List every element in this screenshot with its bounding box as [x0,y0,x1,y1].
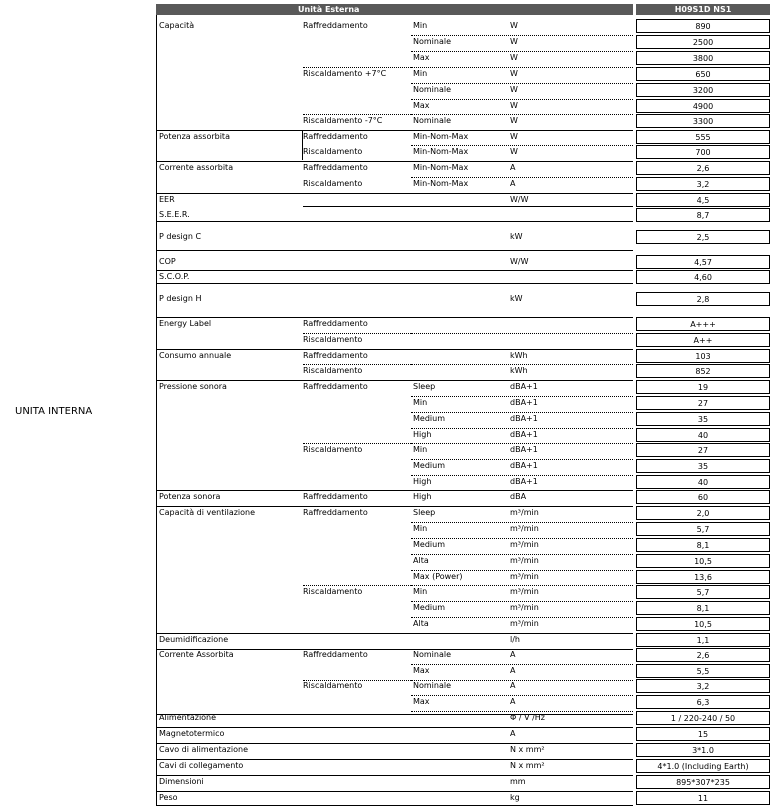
row-40-m: Nominale [413,681,452,690]
group-separator [156,221,633,222]
row-26-value: 35 [697,462,709,471]
sub-divider [303,585,411,586]
row-21-c: Raffreddamento [303,382,368,391]
group-separator [156,759,633,760]
row-37-p: Deumidificazione [159,635,229,644]
row-32-u: m³/min [510,556,539,565]
row-10-m: Min-Nom-Max [413,179,469,188]
row-19-u: kWh [510,351,528,360]
row-divider [411,83,633,84]
row-28-u: dBA [510,492,527,501]
row-2-u: W [510,53,518,62]
row-28-p: Potenza sonora [159,492,221,501]
row-18-value: A++ [693,336,713,345]
row-17-c: Raffreddamento [303,319,368,328]
row-41-value: 6,3 [696,698,710,707]
row-33-m: Max (Power) [413,572,463,581]
row-22-value: 27 [697,399,709,408]
row-40-value: 3,2 [696,682,710,691]
row-24-u: dBA+1 [510,430,538,439]
group-separator [156,791,633,792]
row-8-u: W [510,147,518,156]
row-8-c: Riscaldamento [303,147,363,156]
group-separator [156,193,633,194]
row-42-u: Φ / V /Hz [510,713,546,722]
row-3-m: Min [413,69,428,78]
row-23-u: dBA+1 [510,414,538,423]
row-24-m: High [413,430,432,439]
row-38-u: A [510,650,516,659]
row-21-p: Pressione sonora [159,382,227,391]
row-divider [411,443,633,444]
row-39-value: 5,5 [696,667,710,676]
row-12-p: S.E.E.R. [159,210,190,219]
group-separator [156,270,633,271]
row-36-m: Alta [413,619,429,628]
row-9-c: Raffreddamento [303,163,368,172]
row-31-value: 8,1 [696,541,710,550]
sub-divider [303,443,411,444]
row-45-u: N x mm² [510,761,545,770]
group-separator [156,775,633,776]
row-34-m: Min [413,587,428,596]
row-29-c: Raffreddamento [303,508,368,517]
row-1-m: Nominale [413,37,452,46]
group-separator [156,490,633,491]
row-14-u: W/W [510,257,529,266]
row-divider [411,177,633,178]
row-19-c: Raffreddamento [303,351,368,360]
row-6-m: Nominale [413,116,452,125]
row-4-m: Nominale [413,85,452,94]
group-separator [156,805,633,806]
group-separator [156,506,633,507]
row-divider [411,396,633,397]
row-divider [411,428,633,429]
row-26-m: Medium [413,461,445,470]
row-16-p: P design H [159,294,202,303]
row-31-m: Medium [413,540,445,549]
sub-divider [303,333,411,334]
section-label: UNITA INTERNA [15,406,93,417]
row-2-value: 3800 [692,54,714,63]
group-separator [156,283,633,284]
row-27-value: 40 [697,478,709,487]
row-0-p: Capacità [159,21,195,30]
row-14-value: 4,57 [694,258,712,267]
row-10-value: 3,2 [696,180,710,189]
row-43-u: A [510,729,516,738]
row-18-c: Riscaldamento [303,335,363,344]
row-13-u: kW [510,232,523,241]
row-21-value: 19 [697,383,709,392]
row-10-c: Riscaldamento [303,179,363,188]
row-32-value: 10,5 [694,557,712,566]
row-19-value: 103 [695,352,711,361]
row-17-value: A+++ [690,320,716,329]
row-21-m: Sleep [413,382,436,391]
row-44-value: 3*1.0 [692,746,714,755]
row-7-value: 555 [695,133,711,142]
row-40-u: A [510,681,516,690]
row-divider [411,475,633,476]
row-43-value: 15 [697,730,709,739]
row-46-value: 895*307*235 [676,778,730,787]
header-bar [156,4,633,15]
row-30-value: 5,7 [696,525,710,534]
row-4-u: W [510,85,518,94]
row-16-value: 2,8 [696,295,710,304]
row-10-u: A [510,179,516,188]
row-5-u: W [510,101,518,110]
row-23-value: 35 [697,415,709,424]
row-28-value: 60 [697,493,709,502]
row-20-value: 852 [695,367,711,376]
row-divider [411,601,633,602]
row-25-c: Riscaldamento [303,445,363,454]
row-5-value: 4900 [692,102,714,111]
row-44-u: N x mm² [510,745,545,754]
group-separator [156,317,633,318]
row-14-p: COP [159,257,176,266]
row-divider [411,67,633,68]
row-divider [411,585,633,586]
row-47-p: Peso [159,793,178,802]
row-38-value: 2,6 [696,651,710,660]
row-30-m: Min [413,524,428,533]
row-7-p: Potenza assorbita [159,132,230,141]
row-42-p: Alimentazione [159,713,217,722]
col-divider [302,130,303,145]
header-model: H09S1D NS1 [674,5,732,14]
group-separator [156,714,633,715]
row-46-p: Dimensioni [159,777,204,786]
row-38-m: Nominale [413,650,452,659]
row-12-value: 8,7 [696,211,710,220]
row-0-value: 890 [695,22,711,31]
row-divider [411,664,633,665]
row-16-u: kW [510,294,523,303]
row-13-p: P design C [159,232,202,241]
row-divider [411,333,633,334]
row-divider [411,680,633,681]
row-39-m: Max [413,666,430,675]
row-divider [411,99,633,100]
row-34-c: Riscaldamento [303,587,363,596]
group-separator [156,349,633,350]
row-3-c: Riscaldamento +7°C [303,69,387,78]
row-divider [411,145,633,146]
row-35-u: m³/min [510,603,539,612]
left-border [156,15,157,805]
row-41-m: Max [413,697,430,706]
row-divider [411,459,633,460]
row-divider [411,711,633,712]
row-3-value: 650 [695,70,711,79]
row-divider [411,51,633,52]
eer-line [303,206,633,207]
row-45-p: Cavi di collegamento [159,761,244,770]
row-8-value: 700 [695,148,711,157]
row-19-p: Consumo annuale [159,351,232,360]
row-6-u: W [510,116,518,125]
row-25-m: Min [413,445,428,454]
row-38-p: Corrente Assorbita [159,650,234,659]
row-28-m: High [413,492,432,501]
row-11-u: W/W [510,195,529,204]
row-23-m: Medium [413,414,445,423]
row-27-m: High [413,477,432,486]
row-34-value: 5,7 [696,588,710,597]
row-17-p: Energy Label [159,319,212,328]
row-29-p: Capacità di ventilazione [159,508,256,517]
row-divider [411,35,633,36]
group-separator [156,130,633,131]
row-divider [411,695,633,696]
row-7-u: W [510,132,518,141]
row-36-u: m³/min [510,619,539,628]
row-divider [411,364,633,365]
row-divider [411,570,633,571]
group-separator [156,161,633,162]
row-15-p: S.C.O.P. [159,272,190,281]
group-separator [156,649,633,650]
row-35-value: 8,1 [696,604,710,613]
row-divider [411,538,633,539]
col-divider [302,145,303,160]
row-9-value: 2,6 [696,164,710,173]
row-46-u: mm [510,777,526,786]
row-divider [411,617,633,618]
row-9-p: Corrente assorbita [159,163,234,172]
header-unit-label: Unità Esterna [298,5,360,14]
row-30-u: m³/min [510,524,539,533]
row-9-u: A [510,163,516,172]
row-7-m: Min-Nom-Max [413,132,469,141]
row-29-u: m³/min [510,508,539,517]
row-5-m: Max [413,101,430,110]
sub-divider [303,67,411,68]
row-45-value: 4*1.0 (Including Earth) [657,762,749,771]
row-2-m: Max [413,53,430,62]
row-35-m: Medium [413,603,445,612]
group-separator [156,727,633,728]
row-33-u: m³/min [510,572,539,581]
sub-divider [303,680,411,681]
row-21-u: dBA+1 [510,382,538,391]
row-29-m: Sleep [413,508,436,517]
row-47-u: kg [510,793,520,802]
row-25-value: 27 [697,446,709,455]
row-20-c: Riscaldamento [303,366,363,375]
row-36-value: 10,5 [694,620,712,629]
row-0-u: W [510,21,518,30]
row-11-p: EER [159,195,175,204]
row-37-u: l/h [510,635,520,644]
row-32-m: Alta [413,556,429,565]
row-39-u: A [510,666,516,675]
sub-divider [303,114,411,115]
row-6-value: 3300 [692,117,714,126]
group-separator [156,380,633,381]
row-27-u: dBA+1 [510,477,538,486]
row-41-u: A [510,697,516,706]
row-24-value: 40 [697,431,709,440]
row-8-m: Min-Nom-Max [413,147,469,156]
row-0-m: Min [413,21,428,30]
row-26-u: dBA+1 [510,461,538,470]
row-1-value: 2500 [692,38,714,47]
row-40-c: Riscaldamento [303,681,363,690]
row-7-c: Raffreddamento [303,132,368,141]
row-33-value: 13,6 [694,573,712,582]
group-separator [156,250,633,251]
row-42-value: 1 / 220-240 / 50 [670,714,736,723]
row-38-c: Raffreddamento [303,650,368,659]
row-31-u: m³/min [510,540,539,549]
row-44-p: Cavo di alimentazione [159,745,248,754]
row-37-value: 1,1 [696,636,710,645]
row-25-u: dBA+1 [510,445,538,454]
row-28-c: Raffreddamento [303,492,368,501]
group-separator [156,743,633,744]
row-0-c: Raffreddamento [303,21,368,30]
row-22-u: dBA+1 [510,398,538,407]
row-1-u: W [510,37,518,46]
sub-divider [303,364,411,365]
row-47-value: 11 [697,794,709,803]
row-20-u: kWh [510,366,528,375]
row-divider [411,412,633,413]
row-3-u: W [510,69,518,78]
row-13-value: 2,5 [696,233,710,242]
group-separator [156,633,633,634]
row-9-m: Min-Nom-Max [413,163,469,172]
row-43-p: Magnetotermico [159,729,225,738]
row-6-c: Riscaldamento -7°C [303,116,383,125]
row-29-value: 2,0 [696,509,710,518]
row-divider [411,114,633,115]
row-4-value: 3200 [692,86,714,95]
row-divider [411,522,633,523]
row-15-value: 4,60 [694,273,712,282]
row-22-m: Min [413,398,428,407]
row-divider [411,554,633,555]
row-11-value: 4,5 [696,196,710,205]
row-34-u: m³/min [510,587,539,596]
